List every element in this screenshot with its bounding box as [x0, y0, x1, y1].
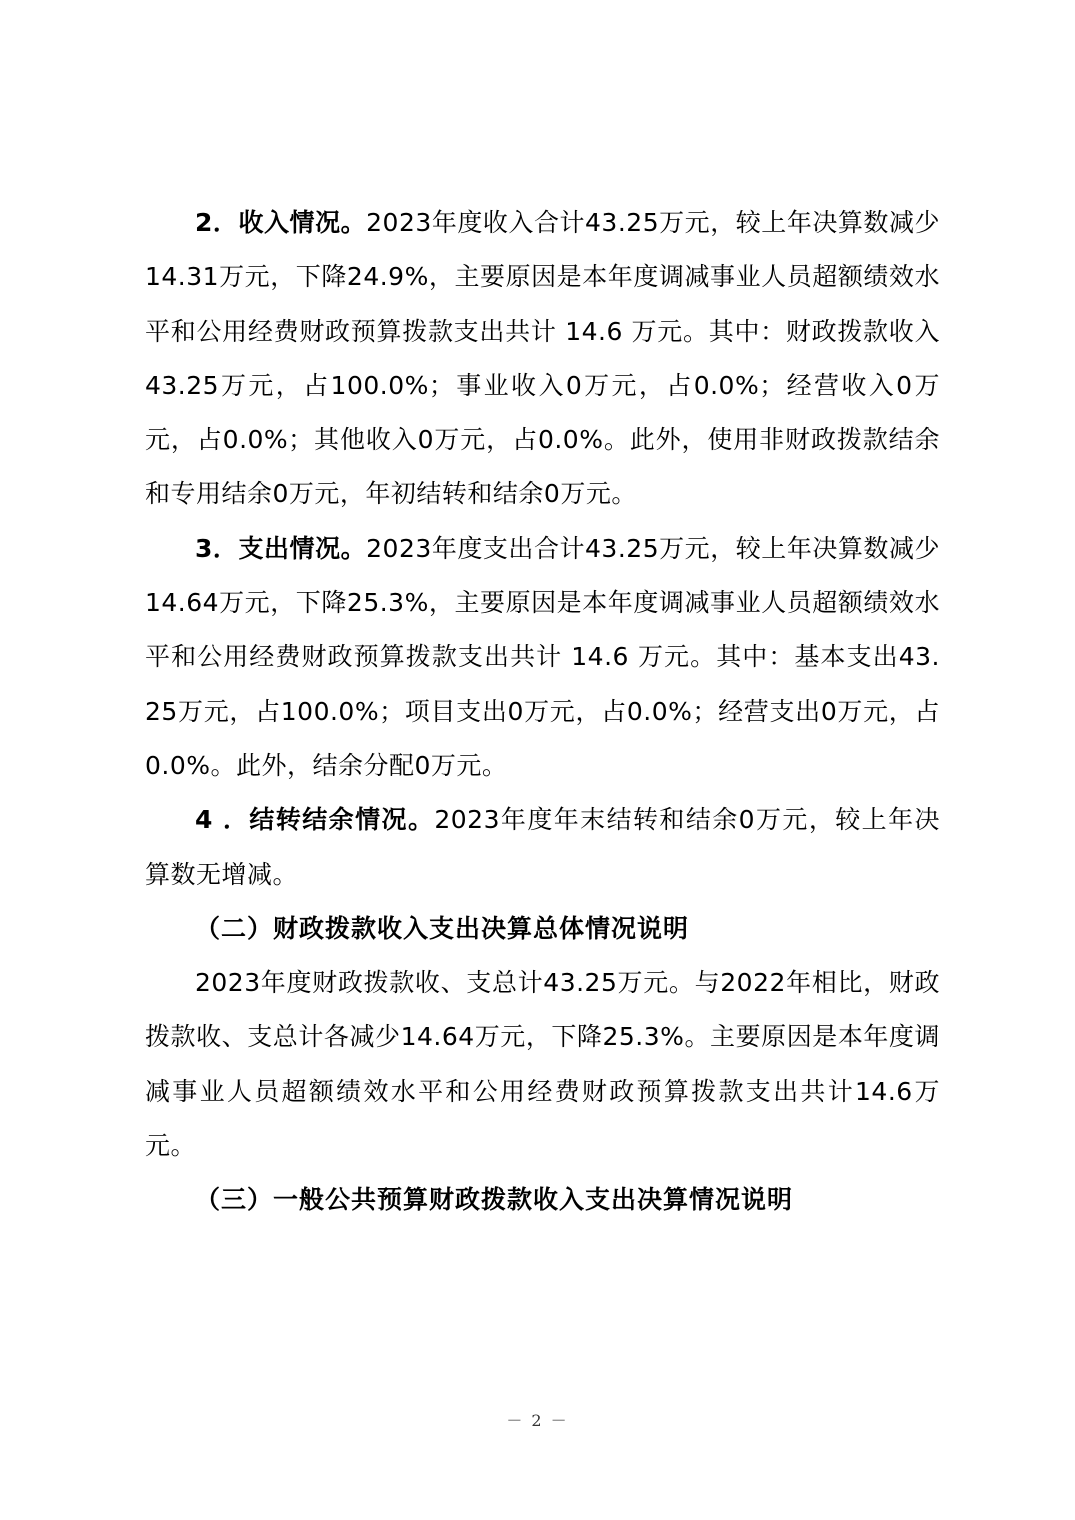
expenditure-paragraph	[145, 522, 940, 793]
income-lead: 2．收入情况。	[195, 208, 367, 237]
expenditure-text: 2023年度支出合计43.25万元，较上年决算数减少14.64万元，下降25.3%，主要原因是本年度调减事业人员超额绩效水平和公用经费财政预算拨款支出共计 14.6 万元。其中：基本支出43.25万元，占100.0%；项目支出0万元，占0.0%；经营支出0万元，占0.0%。此外，结余分配0万元。	[145, 533, 940, 780]
income-paragraph	[145, 196, 940, 522]
carryover-lead: 4 ．结转结余情况。	[195, 805, 435, 835]
expenditure-lead: 3．支出情况。	[195, 533, 367, 563]
fiscal-summary-paragraph: 2023年度财政拨款收、支总计43.25万元。与2022年相比，财政拨款收、支总计各减少14.64万元，下降25.3%。主要原因是本年度调减事业人员超额绩效水平和公用经费财政预算拨款支出共计14.6万元。	[145, 968, 940, 1161]
carryover-text: 2023年度年末结转和结余0万元，较上年决算数无增减。	[145, 805, 940, 889]
page-number: － 2 －	[506, 1411, 569, 1430]
document-body	[145, 196, 940, 1228]
section-heading-3: （三）一般公共预算财政拨款收入支出决算情况说明	[195, 1185, 794, 1215]
income-text: 2023年度收入合计43.25万元，较上年决算数减少14.31万元，下降24.9%，主要原因是本年度调减事业人员超额绩效水平和公用经费财政预算拨款支出共计 14.6 万元。其中：财政拨款收入43.25万元，占100.0%；事业收入0万元，占0.0%；经营收入0万元，占0.0%；其他收入0万元，占0.0%。此外，使用非财政拨款结余和专用结余0万元，年初结转和结余0万元。	[145, 208, 940, 509]
carryover-paragraph	[145, 793, 940, 902]
section-heading-2: （二）财政拨款收入支出决算总体情况说明	[195, 913, 690, 943]
